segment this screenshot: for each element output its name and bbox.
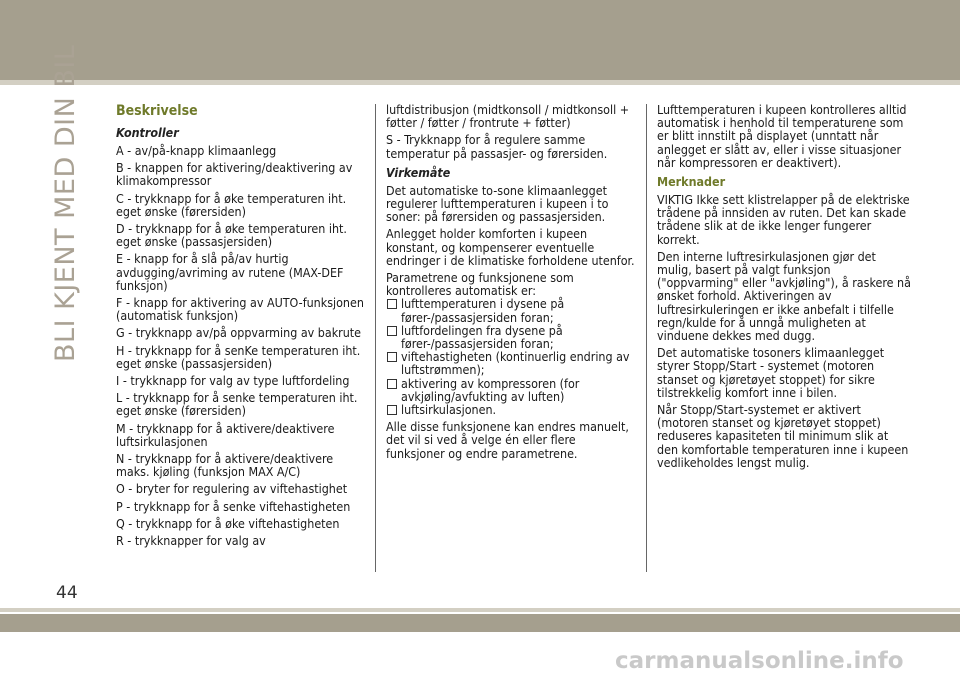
column-divider bbox=[646, 104, 647, 572]
checkbox-bullet-icon bbox=[387, 405, 397, 415]
subheading-notes: Merknader bbox=[657, 174, 726, 190]
control-item: A - av/på-knapp klimaanlegg bbox=[116, 143, 277, 158]
bullet-text: luftsirkulasjonen. bbox=[401, 402, 497, 418]
bullet-item bbox=[386, 377, 636, 403]
chapter-title: BLI KJENT MED DIN BIL bbox=[50, 44, 81, 362]
checkbox-bullet-icon bbox=[387, 299, 397, 309]
control-item: L - trykknapp for å senke temperaturen iht. eget ønske (førersiden) bbox=[116, 390, 358, 419]
control-item: O - bryter for regulering av viftehastighet bbox=[116, 481, 348, 497]
paragraph: Når Stopp/Start-systemet er aktivert (motoren stanset og kjøretøyet stoppet) reduseres kapasiteten til minimum slik at den komfortable temperaturen inne i kupeen vedlikeholdes lengst mulig. bbox=[657, 402, 909, 470]
control-item: P - trykknapp for å senke viftehastigheten bbox=[116, 498, 351, 514]
bullet-item bbox=[386, 350, 636, 376]
paragraph: Parametrene og funksjonene som kontrolleres automatisk er: bbox=[386, 270, 574, 299]
control-item: C - trykknapp for å øke temperaturen iht. eget ønske (førersiden) bbox=[116, 190, 347, 219]
bullet-text: lufttemperaturen i dysene på fører-/passasjersiden foran; bbox=[401, 296, 565, 325]
column-divider bbox=[375, 104, 376, 572]
control-item: Q - trykknapp for å øke viftehastigheten bbox=[116, 515, 340, 531]
control-item: R - trykknapper for valg av bbox=[116, 533, 266, 549]
paragraph: Lufttemperaturen i kupeen kontrolleres alltid automatisk i henhold til temperaturene som er blitt innstilt på displayet (unntatt når anlegget er slått av, eller i visse situasjoner når kompressoren er deaktivert). bbox=[657, 102, 907, 170]
bullet-text: luftfordelingen fra dysene på fører-/passasjersiden foran; bbox=[401, 322, 563, 352]
control-item: E - knapp for å slå på/av hurtig avdugging/avriming av rutene (MAX-DEF funksjon) bbox=[116, 251, 344, 293]
paragraph: Det automatiske tosoners klimaanlegget styrer Stopp/Start - systemet (motoren stanset og kjøretøyet stoppet) for sikre tilstrekkelig komfort inne i bilen. bbox=[657, 345, 885, 400]
column-1 bbox=[116, 103, 370, 551]
control-item: I - trykknapp for valg av type luftfordeling bbox=[116, 373, 350, 389]
control-item: M - trykknapp for å aktivere/deaktivere luftsirkulasjonen bbox=[116, 420, 335, 449]
control-item: B - knappen for aktivering/deaktivering av klimakompressor bbox=[116, 160, 353, 189]
bullet-item bbox=[386, 403, 636, 416]
subheading-operation: Virkemåte bbox=[386, 164, 451, 180]
control-item: G - trykknapp av/på oppvarming av bakrute bbox=[116, 325, 362, 341]
bottom-stripe bbox=[0, 608, 960, 612]
paragraph: Alle disse funksjonene kan endres manuelt, det vil si ved å velge én eller flere funksjoner og endre parametrene. bbox=[386, 419, 629, 461]
column-3 bbox=[657, 103, 912, 473]
bullet-text: viftehastigheten (kontinuerlig endring av luftstrømmen); bbox=[401, 349, 630, 378]
bullet-text: aktivering av kompressoren (for avkjøling/avfukting av luften) bbox=[401, 375, 580, 404]
top-banner bbox=[0, 0, 960, 80]
bullet-item bbox=[386, 297, 636, 323]
paragraph: Det automatiske to-sone klimaanlegget regulerer lufttemperaturen i kupeen i to soner: på førersiden og passasjersiden. bbox=[386, 182, 609, 225]
column-2 bbox=[386, 103, 636, 464]
paragraph: S - Trykknapp for å regulere samme temperatur på passasjer- og førersiden. bbox=[386, 132, 608, 161]
checkbox-bullet-icon bbox=[387, 379, 397, 389]
paragraph: Anlegget holder komforten i kupeen konstant, og kompenserer eventuelle endringer i de klimatiske forholdene utenfor. bbox=[386, 226, 635, 268]
subheading-controls: Kontroller bbox=[116, 125, 179, 140]
paragraph: VIKTIG Ikke sett klistrelapper på de elektriske trådene på innsiden av ruten. Det kan skade trådene slik at de ikke lenger fungerer korrekt. bbox=[657, 192, 910, 247]
checkbox-bullet-icon bbox=[387, 352, 397, 362]
paragraph: Den interne luftresirkulasjonen gjør det mulig, basert på valgt funksjon ("oppvarming" eller "avkjøling"), å raskere nå ønsket forhold. Aktiveringen av luftresirkuleringen er ikke anbefalt i tilfelle regn/kulde for å unngå muligheten at vinduene dekkes med dugg. bbox=[657, 248, 911, 344]
bullet-item bbox=[386, 324, 636, 350]
checkbox-bullet-icon bbox=[387, 326, 397, 336]
control-item: N - trykknapp for å aktivere/deaktivere maks. kjøling (funksjon MAX A/C) bbox=[116, 451, 334, 480]
top-stripe bbox=[0, 80, 960, 85]
control-item: F - knapp for aktivering av AUTO-funksjonen (automatisk funksjon) bbox=[116, 295, 364, 324]
page-number: 44 bbox=[56, 583, 78, 603]
section-heading: Beskrivelse bbox=[116, 103, 198, 119]
paragraph: luftdistribusjon (midtkonsoll / midtkonsoll + føtter / føtter / frontrute + føtter) bbox=[386, 102, 630, 131]
control-item: D - trykknapp for å øke temperaturen iht. eget ønske (passasjersiden) bbox=[116, 221, 347, 250]
bottom-banner bbox=[0, 614, 960, 632]
control-item: H - trykknapp for å senKe temperaturen iht. eget ønske (passasjersiden) bbox=[116, 342, 361, 371]
watermark: carmanualsonline.info bbox=[615, 648, 904, 674]
